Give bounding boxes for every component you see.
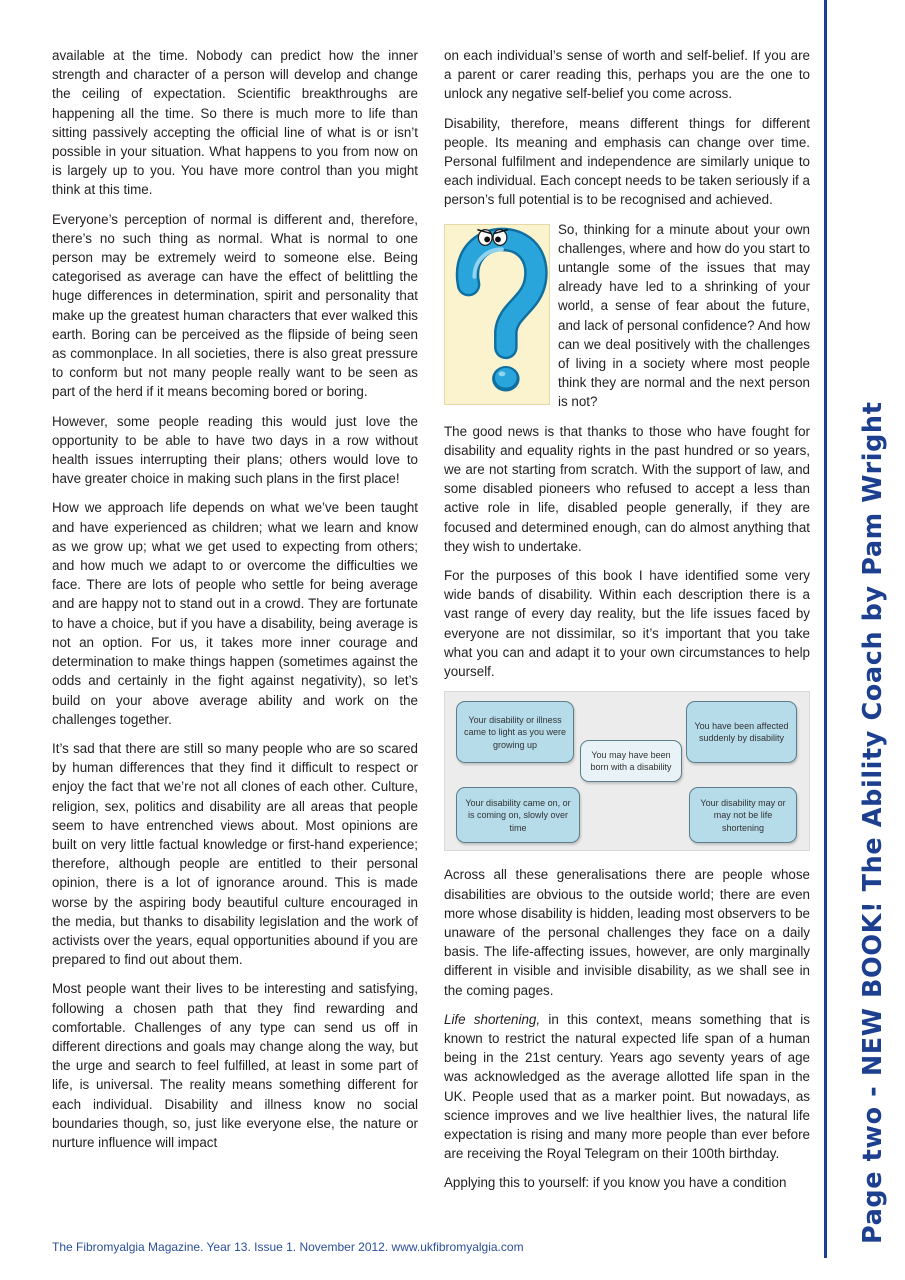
paragraph: The good news is that thanks to those who have fought for disability and equality rights in the past hundred or so years, we are not starting from scratch. With the support of law, and some disabled pioneers who refused to accept a less than active role in life, disabled people generally, if they are focused and determined enough, can do almost anything that they wish to undertake. xyxy=(444,423,810,554)
definition-text: in this context, means something that is known to restrict the natural expected life span of a human being in the 21st century. Years ago seventy years of age was acknowledged as the average allotted life span in the UK. People used that as a marker point. But nowadays, as science improves and we live healthier lives, the natural life expectation is rising and many more people than ever before are receiving the Royal Telegram on their 100th birthday. xyxy=(444,1011,810,1162)
question-mark-illustration xyxy=(444,224,550,405)
sidebar-title: Page two - NEW BOOK! The Ability Coach by Pam Wright xyxy=(858,401,888,1244)
paragraph: Disability, therefore, means different things for different people. Its meaning and emphasis can change over time. Personal fulfilment and independence are similarly unique to each individual. Each concept needs to be taken seriously if a person’s full potential is to be recognised and achieved. xyxy=(444,115,810,208)
disability-bands-diagram xyxy=(444,691,810,851)
page-footer: The Fibromyalgia Magazine. Year 13. Issue 1. November 2012. www.ukfibromyalgia.com xyxy=(52,1240,524,1254)
diagram-box-center: You may have been born with a disability xyxy=(580,740,682,782)
paragraph: How we approach life depends on what we’ve been taught and have experienced as children; what we learn and know as we grow up; what we get used to expecting from others; and how much we adapt to or overcome the difficulties we face. There are lots of people who settle for being average and are happy not to stand out in a crowd. They are fortunate to have a choice, but if you have a disability, being average is not an option. For us, it takes more inner courage and determination to make things happen (sometimes against the odds and certainly in the fight against negativity), so let’s build on your above average ability and work on the challenges together. xyxy=(52,500,418,727)
paragraph: Applying this to yourself: if you know you have a condition xyxy=(444,1175,787,1191)
right-column xyxy=(444,46,810,1203)
sidebar-rule xyxy=(824,0,827,1258)
paragraph: Everyone’s perception of normal is different and, therefore, there’s no such thing as normal. What is normal to one person may be extremely weird to someone else. Being categorised as average can have the effect of belittling the huge differences in determination, spirit and personality that make up the greatest human characters that ever walked this earth. Boring can be perceived as the flipside of being seen as commonplace. In all societies, there is also great pressure to conform but not many people really want to be seen as part of the herd if it means becoming bored or boring. xyxy=(52,211,418,400)
question-mark-icon xyxy=(445,225,549,404)
diagram-box-top-left: Your disability or illness came to light as you were growing up xyxy=(456,701,574,763)
paragraph: Across all these generalisations there are people whose disabilities are obvious to the outside world; there are even more whose disability is hidden, leading most observers to be unaware of the personal challenges they face on a daily basis. The life-affecting issues, however, are only marginally different in visible and invisible disability, as we shall see in the coming pages. xyxy=(444,867,810,998)
diagram-box-bottom-left: Your disability came on, or is coming on, slowly over time xyxy=(456,787,580,843)
paragraph: So, thinking for a minute about your own challenges, where and how do you start to untangle some of the issues that may already have led to a shrinking of your world, a sense of fear about the future, and lack of personal confidence? And how can we deal positively with the challenges of living in a society where most people think they are normal and the next person is not? xyxy=(558,221,810,410)
paragraph xyxy=(444,1010,810,1164)
diagram-box-top-right: You have been affected suddenly by disability xyxy=(686,701,797,763)
diagram-box-bottom-right: Your disability may or may not be life shortening xyxy=(689,787,797,843)
paragraph: It’s sad that there are still so many people who are so scared by human differences that they find it difficult to respect or enjoy the fact that we’re not all clones of each other. Culture, religion, sex, politics and disability are all areas that people seem to have entrenched views about. Most opinions are built on very little factual knowledge or first-hand experience; therefore, although people are entitled to their personal opinion, there is a lot of ignorance around. This is made worse by the aspiring body beautiful culture encouraged in the media, but thanks to disability legislation and the work of activists over the years, equal opportunities abound if you are prepared to find out about them. xyxy=(52,740,418,968)
paragraph: available at the time. Nobody can predict how the inner strength and character of a person will develop and change the ceiling of expectation. Scientific breakthroughs are happening all the time. So there is much more to life than sitting passively accepting the official line of what is or isn’t possible in your situation. What happens to you from now on is largely up to you. You have more control than you might think at this time. xyxy=(52,48,418,198)
defined-term: Life shortening, xyxy=(444,1011,541,1027)
paragraph: on each individual’s sense of worth and self-belief. If you are a parent or carer reading this, perhaps you are the one to unlock any negative self-belief you come across. xyxy=(444,48,810,102)
left-column xyxy=(52,46,418,1162)
paragraph: For the purposes of this book I have identified some very wide bands of disability. Within each description there is a vast range of every day reality, but the life issues faced by everyone are not dissimilar, so it’s important that you take what you can and adapt it to your own circumstances to help yourself. xyxy=(444,568,810,680)
paragraph: Most people want their lives to be interesting and satisfying, following a chosen path that they find rewarding and comfortable. Challenges of any type can send us off in different directions and goals may change along the way, but the urge and search to feel fulfilled, at least in some part of life, is universal. The reality means something different for each individual. Disability and illness know no social boundaries though, so, just like everyone else, the nature or nurture influence will impact xyxy=(52,981,418,1150)
paragraph: However, some people reading this would just love the opportunity to be able to have two days in a row without health issues interrupting their plans; others would love to have greater choice in making such plans in the first place! xyxy=(52,413,418,487)
question-section xyxy=(444,220,810,412)
